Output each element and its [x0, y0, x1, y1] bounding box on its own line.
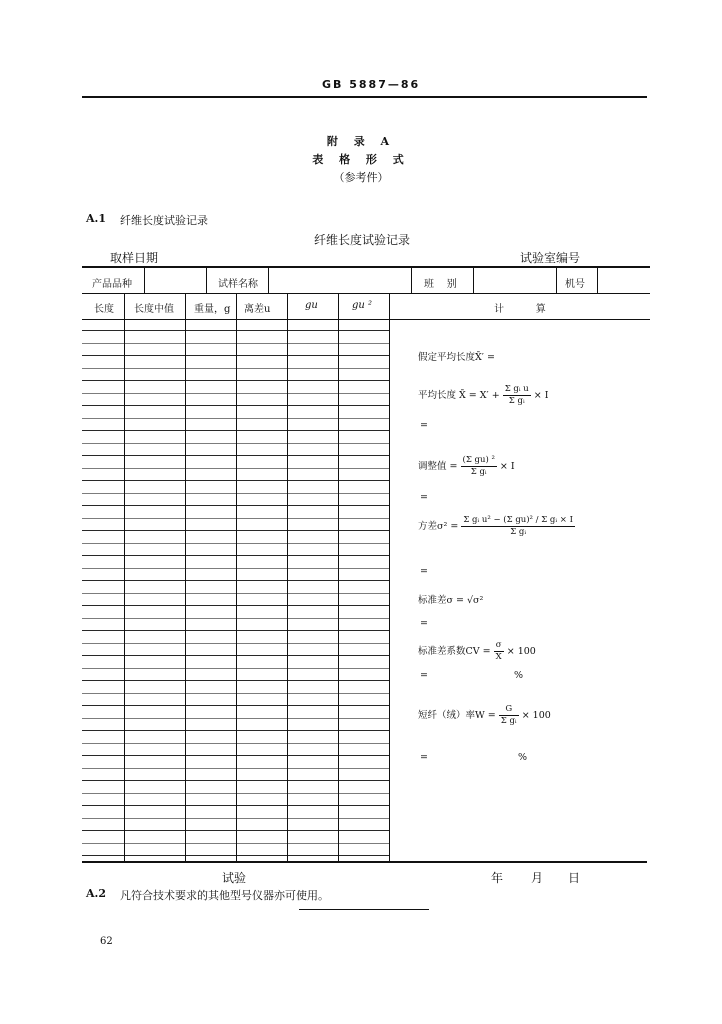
- table-row-rule: [82, 418, 389, 419]
- variance-formula: 方差σ² = $\frac{\text{Σ gᵢ u² − (Σ gu)² / Σ gᵢ × I}}{\text{Σ gᵢ}}$: [418, 515, 573, 537]
- standard-number: GB 5887—86: [322, 78, 421, 91]
- table-row-rule: [82, 793, 389, 794]
- table-row-rule: [82, 843, 389, 844]
- calc-header: 计 算: [494, 304, 546, 315]
- table-row-rule: [82, 668, 389, 669]
- table-row-rule: [82, 705, 389, 706]
- table-row-rule: [82, 430, 389, 431]
- appendix-note: （参考件）: [333, 171, 389, 184]
- table-row-rule: [82, 380, 389, 381]
- table-row-rule: [82, 643, 389, 644]
- cv-result: =: [420, 670, 428, 681]
- table-row-rule: [82, 405, 389, 406]
- appendix-title: 附 录 A: [326, 135, 396, 148]
- col-length-median: 长度中值: [134, 304, 174, 315]
- cv-formula: 标准差系数CV = $\frac{\sigma}{X̄}$ × 100: [418, 640, 536, 662]
- col-gu: gu: [305, 300, 318, 311]
- end-rule: [299, 909, 429, 910]
- day-label: 日: [568, 871, 581, 885]
- sample-name-label: 试样名称: [218, 279, 258, 290]
- table-row-rule: [82, 505, 389, 506]
- appendix-subtitle: 表 格 形 式: [312, 153, 410, 166]
- table-row-rule: [82, 680, 389, 681]
- table-row-rule: [82, 480, 389, 481]
- table-row-rule: [82, 568, 389, 569]
- adjustment-formula: 调整值 = $\frac{\text{(Σ gu) ²}}{\text{Σ gᵢ}}$ × I: [418, 455, 515, 477]
- table-row-rule: [82, 455, 389, 456]
- table-bottom-rule: [82, 861, 647, 863]
- stddev-formula: 标准差σ = √σ²: [418, 595, 484, 606]
- table-row-rule: [82, 580, 389, 581]
- assumed-mean: 假定平均长度X̄′ =: [418, 352, 495, 363]
- section-a1-number: A.1: [86, 212, 107, 225]
- table-row-rule: [82, 693, 389, 694]
- table-row-rule: [82, 855, 389, 856]
- lab-number-label: 试验室编号: [520, 251, 581, 265]
- month-label: 月: [531, 871, 544, 885]
- shift-label: 班 别: [424, 279, 457, 290]
- table-row-rule: [82, 330, 389, 331]
- stddev-result: =: [420, 618, 428, 629]
- table-row-rule: [82, 555, 389, 556]
- table-row-rule: [82, 605, 389, 606]
- table-row-rule: [82, 518, 389, 519]
- section-a2-number: A.2: [86, 887, 107, 900]
- table-top-rule: [82, 266, 650, 268]
- col-length: 长度: [94, 304, 114, 315]
- short-fiber-formula: 短纤（绒）率W = $\frac{G}{\text{Σ gᵢ}}$ × 100: [418, 704, 551, 726]
- table-row-rule: [82, 830, 389, 831]
- page-number: 62: [100, 936, 113, 947]
- mean-formula: 平均长度 X̄ = X′ + $\frac{\text{Σ gᵢ u}}{\text{Σ gᵢ}}$ × I: [418, 384, 549, 406]
- table-row-rule: [82, 780, 389, 781]
- table-row-rule: [82, 355, 389, 356]
- table-row-rule: [82, 468, 389, 469]
- machine-number-label: 机号: [565, 279, 585, 290]
- table-row-rule: [82, 805, 389, 806]
- adjustment-result: =: [420, 492, 428, 503]
- variance-result: =: [420, 566, 428, 577]
- table-row-rule: [82, 493, 389, 494]
- year-label: 年: [491, 871, 504, 885]
- table-row-rule: [82, 730, 389, 731]
- column-header-rule: [82, 319, 650, 320]
- col-weight: 重量，g: [194, 304, 231, 315]
- table-row-rule: [82, 630, 389, 631]
- section-a2-text: 凡符合技术要求的其他型号仪器亦可使用。: [120, 889, 329, 902]
- info-row-rule: [82, 293, 650, 294]
- mean-result: =: [420, 420, 428, 431]
- record-title: 纤维长度试验记录: [314, 233, 411, 247]
- product-type-label: 产品品种: [92, 279, 132, 290]
- table-row-rule: [82, 368, 389, 369]
- table-row-rule: [82, 443, 389, 444]
- table-row-rule: [82, 593, 389, 594]
- col-gu2: gu ²: [352, 300, 373, 311]
- table-row-rule: [82, 543, 389, 544]
- tester-label: 试验: [222, 871, 247, 885]
- table-row-rule: [82, 343, 389, 344]
- table-row-rule: [82, 530, 389, 531]
- section-a1-title: 纤维长度试验记录: [120, 214, 208, 227]
- table-row-rule: [82, 655, 389, 656]
- col-deviation: 离差u: [244, 304, 271, 315]
- table-row-rule: [82, 718, 389, 719]
- table-row-rule: [82, 743, 389, 744]
- table-row-rule: [82, 768, 389, 769]
- table-row-rule: [82, 818, 389, 819]
- short-fiber-result: =: [420, 752, 428, 763]
- table-row-rule: [82, 618, 389, 619]
- table-row-rule: [82, 755, 389, 756]
- header-rule: [82, 96, 647, 98]
- cv-percent: %: [514, 670, 524, 681]
- short-fiber-percent: %: [518, 752, 528, 763]
- sampling-date-label: 取样日期: [110, 251, 159, 265]
- table-row-rule: [82, 393, 389, 394]
